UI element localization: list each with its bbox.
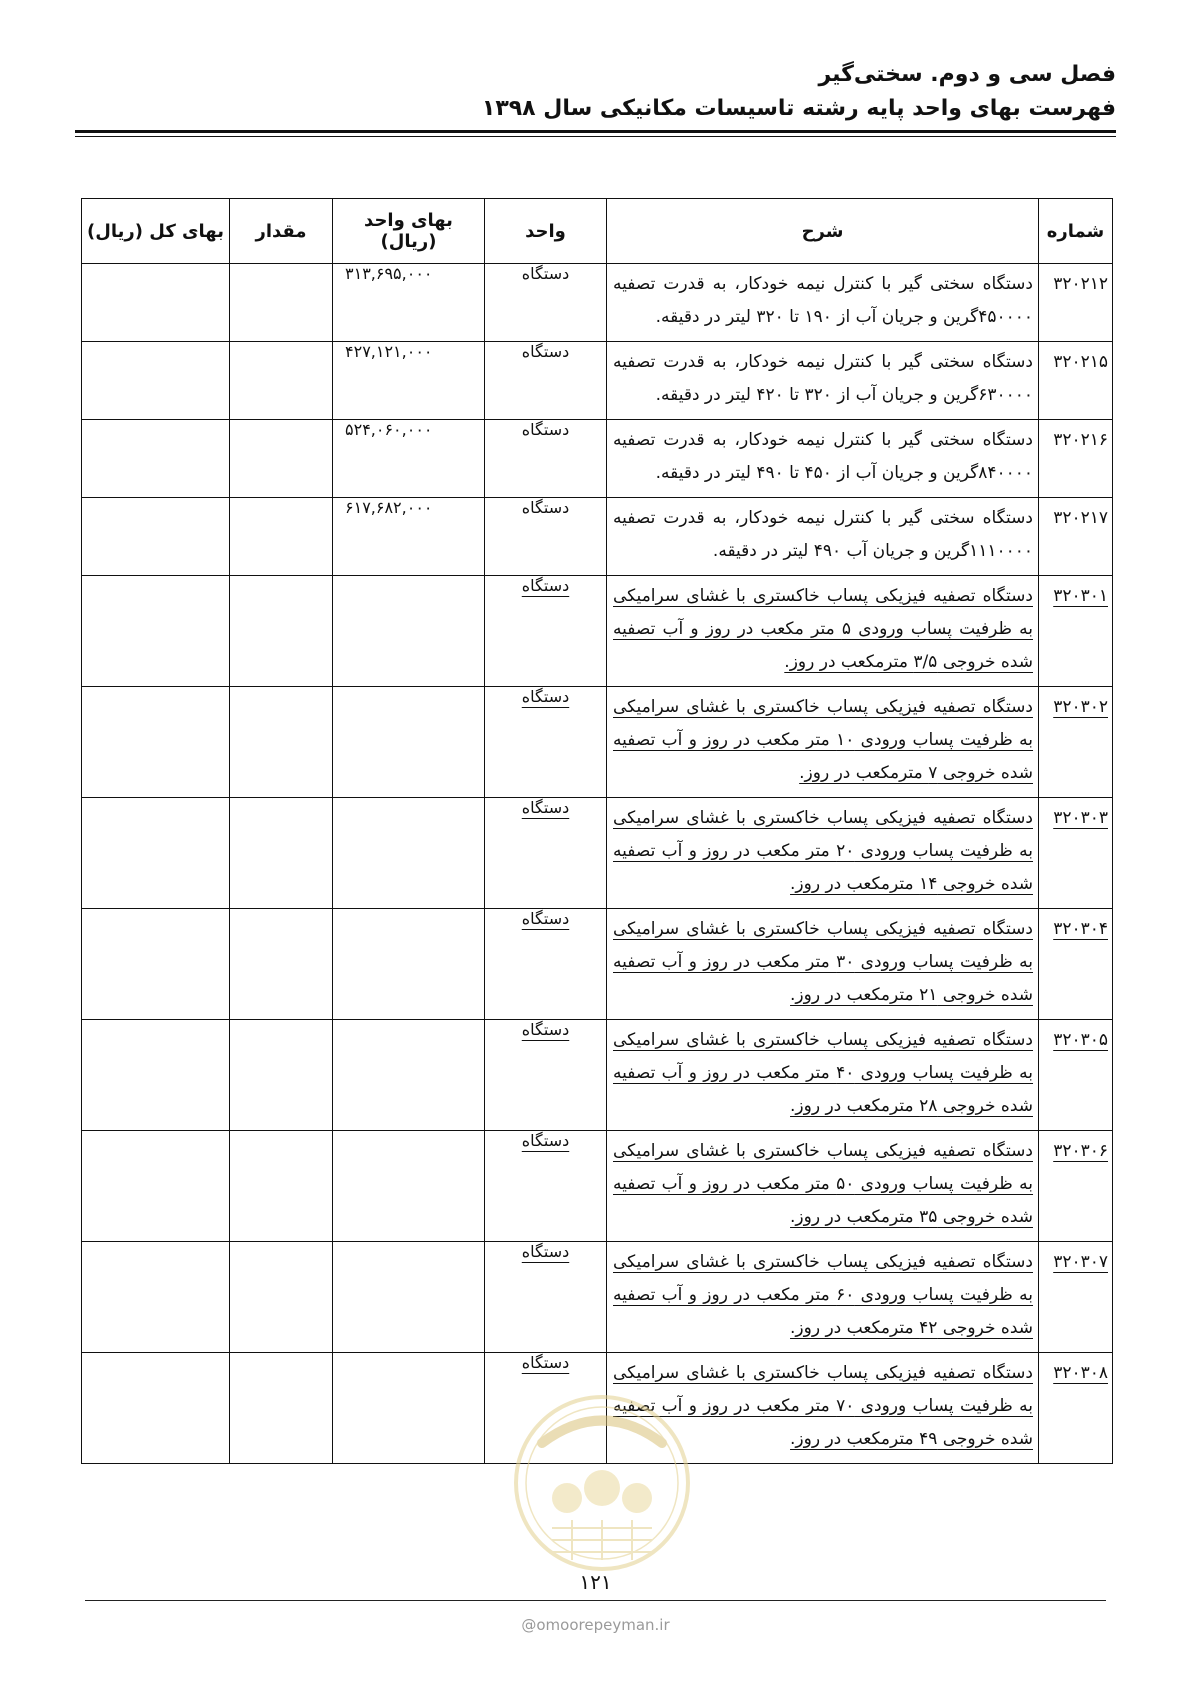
- item-unit: دستگاه: [521, 798, 570, 817]
- unit-cell: [485, 576, 607, 687]
- table-row: [82, 909, 1113, 1020]
- item-description: دستگاه تصفیه فیزیکی پساب خاکستری با غشای سرامیکی به ظرفیت پساب ورودی ۲۰ متر مکعب در روز و آب تصفیه شده خروجی ۱۴ مترمکعب در روز.: [613, 808, 1034, 894]
- unit-cell: [485, 264, 607, 342]
- description-cell: [607, 576, 1039, 687]
- item-unit-price: [333, 1020, 484, 1032]
- table-header-row: [82, 199, 1113, 264]
- column-header-total-price: بهای کل (ریال): [82, 199, 230, 264]
- item-code: ۳۲۰۳۰۱: [1053, 586, 1108, 606]
- item-unit-price: [333, 798, 484, 810]
- code-cell: [1039, 1242, 1113, 1353]
- column-header-unit-price: بهای واحد (ریال): [333, 199, 485, 264]
- item-unit: دستگاه: [521, 420, 570, 439]
- description-cell: [607, 909, 1039, 1020]
- quantity-cell: [230, 1353, 333, 1464]
- document-subtitle: فهرست بهای واحد پایه رشته تاسیسات مکانیکی سال ۱۳۹۸: [481, 96, 1116, 121]
- description-cell: [607, 1242, 1039, 1353]
- page-header: [482, 58, 1116, 126]
- description-cell: [607, 342, 1039, 420]
- column-header-quantity: مقدار: [230, 199, 333, 264]
- unit-cell: [485, 420, 607, 498]
- total-price-cell: [82, 420, 230, 498]
- item-unit: دستگاه: [521, 1020, 570, 1039]
- total-price-cell: [82, 798, 230, 909]
- column-header-code: شماره: [1039, 199, 1113, 264]
- page-number: ۱۲۱: [579, 1570, 612, 1594]
- item-code: ۳۲۰۲۱۷: [1053, 508, 1108, 528]
- item-unit-price: [333, 1353, 484, 1365]
- table-row: [82, 342, 1113, 420]
- unit-price-cell: [333, 798, 485, 909]
- unit-cell: [485, 498, 607, 576]
- quantity-cell: [230, 1242, 333, 1353]
- price-list-table: [81, 198, 1113, 1464]
- table-row: [82, 1131, 1113, 1242]
- unit-price-cell: [333, 342, 485, 420]
- item-unit: دستگاه: [521, 1242, 570, 1261]
- code-cell: [1039, 687, 1113, 798]
- unit-price-cell: [333, 687, 485, 798]
- code-cell: [1039, 1020, 1113, 1131]
- unit-cell: [485, 1242, 607, 1353]
- total-price-cell: [82, 1242, 230, 1353]
- unit-price-cell: [333, 420, 485, 498]
- description-cell: [607, 498, 1039, 576]
- item-description: دستگاه تصفیه فیزیکی پساب خاکستری با غشای سرامیکی به ظرفیت پساب ورودی ۵ متر مکعب در روز و آب تصفیه شده خروجی ۳/۵ مترمکعب در روز.: [613, 586, 1033, 672]
- code-cell: [1039, 498, 1113, 576]
- quantity-cell: [230, 420, 333, 498]
- total-price-cell: [82, 342, 230, 420]
- table-row: [82, 1020, 1113, 1131]
- description-cell: [607, 1131, 1039, 1242]
- website-url: @omoorepeyman.ir: [521, 1616, 670, 1634]
- item-unit-price: ۶۱۷,۶۸۲,۰۰۰: [345, 498, 433, 517]
- item-code: ۳۲۰۳۰۸: [1053, 1363, 1108, 1383]
- unit-cell: [485, 1131, 607, 1242]
- chapter-title: فصل سی و دوم. سختی‌گیر: [818, 62, 1116, 87]
- item-code: ۳۲۰۳۰۴: [1053, 919, 1108, 939]
- item-description: دستگاه تصفیه فیزیکی پساب خاکستری با غشای سرامیکی به ظرفیت پساب ورودی ۴۰ متر مکعب در روز و آب تصفیه شده خروجی ۲۸ مترمکعب در روز.: [613, 1030, 1034, 1116]
- item-unit: دستگاه: [521, 1131, 570, 1150]
- quantity-cell: [230, 687, 333, 798]
- item-unit: دستگاه: [521, 342, 570, 361]
- unit-cell: [485, 798, 607, 909]
- table-row: [82, 576, 1113, 687]
- quantity-cell: [230, 1020, 333, 1131]
- quantity-cell: [230, 1131, 333, 1242]
- total-price-cell: [82, 1353, 230, 1464]
- description-cell: [607, 798, 1039, 909]
- item-unit-price: ۳۱۳,۶۹۵,۰۰۰: [345, 264, 433, 283]
- item-code: ۳۲۰۳۰۵: [1053, 1030, 1108, 1050]
- item-description: دستگاه تصفیه فیزیکی پساب خاکستری با غشای سرامیکی به ظرفیت پساب ورودی ۶۰ متر مکعب در روز و آب تصفیه شده خروجی ۴۲ مترمکعب در روز.: [613, 1252, 1034, 1338]
- unit-price-cell: [333, 576, 485, 687]
- code-cell: [1039, 909, 1113, 1020]
- item-description: دستگاه سختی گیر با کنترل نیمه خودکار، به قدرت تصفیه ۴۵۰۰۰۰گرین و جریان آب از ۱۹۰ تا ۳۲۰ لیتر در دقیقه.: [613, 274, 1033, 327]
- item-description: دستگاه سختی گیر با کنترل نیمه خودکار، به قدرت تصفیه ۶۳۰۰۰۰گرین و جریان آب از ۳۲۰ تا ۴۲۰ لیتر در دقیقه.: [613, 352, 1033, 405]
- description-cell: [607, 420, 1039, 498]
- item-unit: دستگاه: [521, 498, 570, 517]
- quantity-cell: [230, 264, 333, 342]
- item-description: دستگاه سختی گیر با کنترل نیمه خودکار، به قدرت تصفیه ۸۴۰۰۰۰گرین و جریان آب از ۴۵۰ تا ۴۹۰ لیتر در دقیقه.: [613, 430, 1033, 483]
- description-cell: [607, 687, 1039, 798]
- quantity-cell: [230, 342, 333, 420]
- watermark-logo: [512, 1388, 692, 1578]
- quantity-cell: [230, 576, 333, 687]
- item-unit-price: [333, 909, 484, 921]
- unit-cell: [485, 687, 607, 798]
- code-cell: [1039, 342, 1113, 420]
- table-row: [82, 498, 1113, 576]
- unit-price-cell: [333, 264, 485, 342]
- description-cell: [607, 1020, 1039, 1131]
- item-unit-price: [333, 687, 484, 699]
- unit-price-cell: [333, 1353, 485, 1464]
- item-code: ۳۲۰۲۱۶: [1053, 430, 1108, 450]
- item-unit: دستگاه: [521, 1353, 570, 1372]
- footer-rule: [85, 1600, 1106, 1601]
- total-price-cell: [82, 687, 230, 798]
- item-code: ۳۲۰۳۰۳: [1053, 808, 1108, 828]
- unit-cell: [485, 909, 607, 1020]
- header-rule-thin: [75, 136, 1116, 137]
- description-cell: [607, 264, 1039, 342]
- total-price-cell: [82, 498, 230, 576]
- item-unit-price: [333, 1131, 484, 1143]
- item-description: دستگاه تصفیه فیزیکی پساب خاکستری با غشای سرامیکی به ظرفیت پساب ورودی ۱۰ متر مکعب در روز و آب تصفیه شده خروجی ۷ مترمکعب در روز.: [613, 697, 1034, 783]
- total-price-cell: [82, 909, 230, 1020]
- unit-price-cell: [333, 1020, 485, 1131]
- quantity-cell: [230, 798, 333, 909]
- code-cell: [1039, 1131, 1113, 1242]
- code-cell: [1039, 420, 1113, 498]
- item-description: دستگاه سختی گیر با کنترل نیمه خودکار، به قدرت تصفیه ۱۱۱۰۰۰۰گرین و جریان آب ۴۹۰ لیتر در دقیقه.: [613, 508, 1033, 561]
- column-header-description: شرح: [607, 199, 1039, 264]
- unit-cell: [485, 342, 607, 420]
- item-code: ۳۲۰۳۰۲: [1053, 697, 1108, 717]
- quantity-cell: [230, 909, 333, 1020]
- item-description: دستگاه تصفیه فیزیکی پساب خاکستری با غشای سرامیکی به ظرفیت پساب ورودی ۳۰ متر مکعب در روز و آب تصفیه شده خروجی ۲۱ مترمکعب در روز.: [613, 919, 1034, 1005]
- table-row: [82, 1242, 1113, 1353]
- item-code: ۳۲۰۲۱۵: [1053, 352, 1108, 372]
- item-code: ۳۲۰۳۰۶: [1053, 1141, 1108, 1161]
- unit-price-cell: [333, 1131, 485, 1242]
- unit-cell: [485, 1020, 607, 1131]
- code-cell: [1039, 264, 1113, 342]
- table-row: [82, 798, 1113, 909]
- item-unit-price: ۵۲۴,۰۶۰,۰۰۰: [345, 420, 433, 439]
- column-header-unit: واحد: [485, 199, 607, 264]
- total-price-cell: [82, 1131, 230, 1242]
- item-unit: دستگاه: [521, 687, 570, 706]
- table-row: [82, 264, 1113, 342]
- item-unit: دستگاه: [521, 576, 570, 595]
- unit-price-cell: [333, 1242, 485, 1353]
- item-description: دستگاه تصفیه فیزیکی پساب خاکستری با غشای سرامیکی به ظرفیت پساب ورودی ۵۰ متر مکعب در روز و آب تصفیه شده خروجی ۳۵ مترمکعب در روز.: [613, 1141, 1034, 1227]
- item-unit: دستگاه: [521, 909, 570, 928]
- table-row: [82, 687, 1113, 798]
- item-description: دستگاه تصفیه فیزیکی پساب خاکستری با غشای سرامیکی به ظرفیت پساب ورودی ۷۰ متر مکعب در روز و آب تصفیه شده خروجی ۴۹ مترمکعب در روز.: [613, 1363, 1034, 1449]
- item-unit-price: ۴۲۷,۱۲۱,۰۰۰: [345, 342, 433, 361]
- item-unit: دستگاه: [521, 264, 570, 283]
- item-unit-price: [333, 1242, 484, 1254]
- code-cell: [1039, 1353, 1113, 1464]
- total-price-cell: [82, 1020, 230, 1131]
- total-price-cell: [82, 264, 230, 342]
- code-cell: [1039, 576, 1113, 687]
- unit-price-cell: [333, 909, 485, 1020]
- code-cell: [1039, 798, 1113, 909]
- total-price-cell: [82, 576, 230, 687]
- item-code: ۳۲۰۲۱۲: [1053, 274, 1108, 294]
- quantity-cell: [230, 498, 333, 576]
- header-rule-thick: [75, 130, 1116, 133]
- table-row: [82, 420, 1113, 498]
- unit-price-cell: [333, 498, 485, 576]
- item-unit-price: [333, 576, 484, 588]
- item-code: ۳۲۰۳۰۷: [1053, 1252, 1108, 1272]
